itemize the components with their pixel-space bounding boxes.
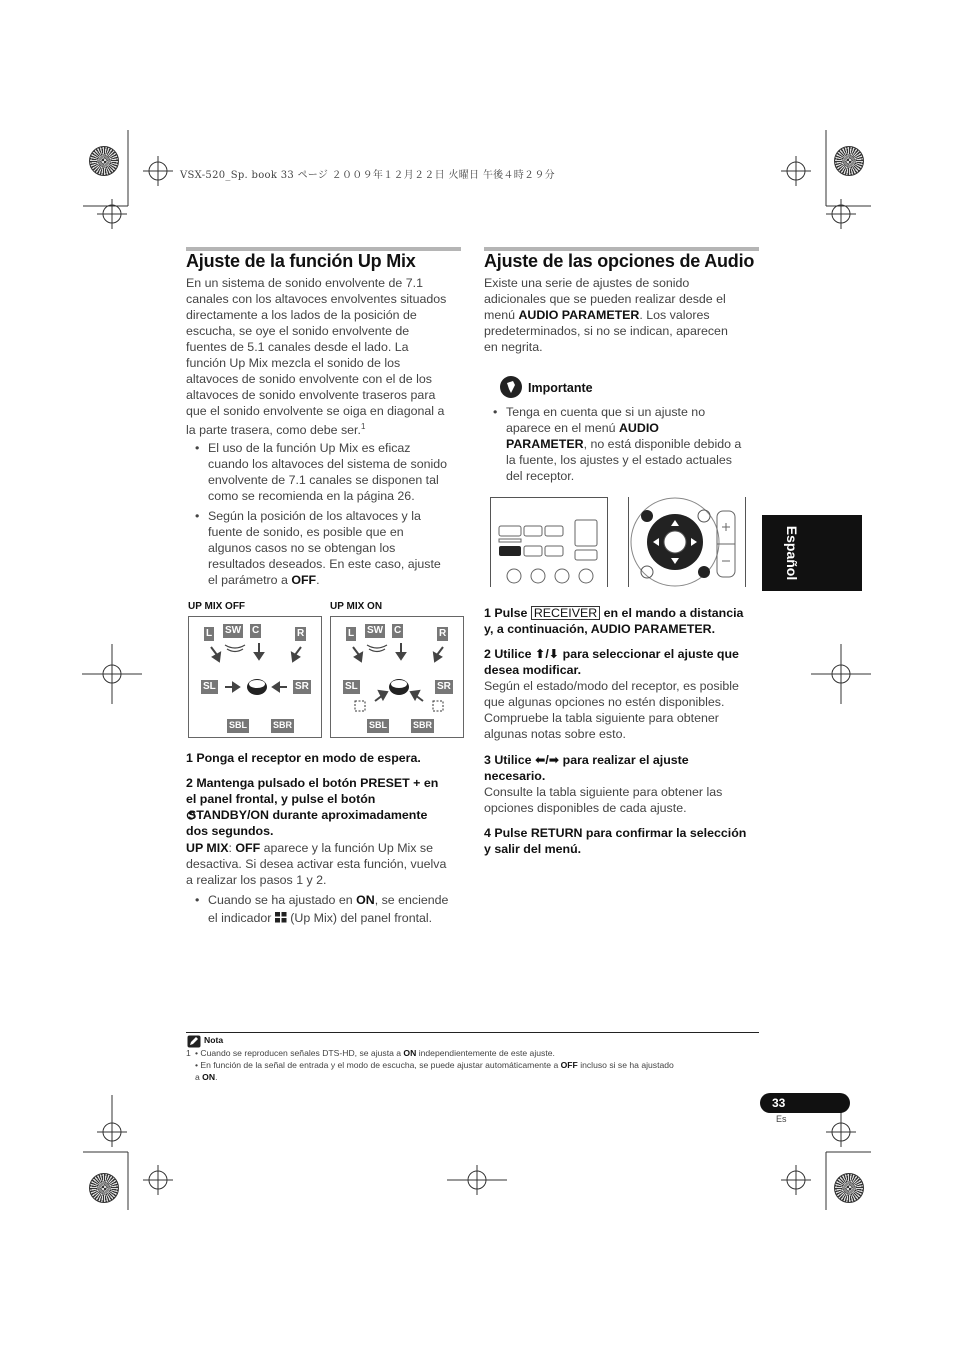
bullet-line: Según la posición de los altavoces y la xyxy=(208,509,421,523)
step-text: en el mando a distancia xyxy=(600,606,744,620)
bullet-line: , se enciende xyxy=(374,893,449,907)
intro-line: menú xyxy=(484,308,519,322)
step-line: 2 Mantenga pulsado el botón PRESET + en xyxy=(186,776,439,790)
speaker-sw: SW xyxy=(367,625,384,636)
speaker-sbl: SBL xyxy=(227,719,249,733)
intro-line: adicionales que se pueden realizar desde el xyxy=(484,292,726,306)
footnote-ref[interactable]: 1 xyxy=(360,422,366,431)
up-down-arrows-icon: ⬆/⬇ xyxy=(534,647,560,661)
upmix-off: OFF xyxy=(235,841,261,855)
bullet-line: la fuente, los ajustes y el estado actuales xyxy=(506,453,732,467)
speaker-sr: SR xyxy=(437,681,451,692)
note-line: independientemente de este ajuste. xyxy=(416,1048,555,1058)
step-text: para seleccionar el ajuste que xyxy=(559,647,739,661)
bullet-line: (Up Mix) del panel frontal. xyxy=(286,911,433,925)
step-line: dos segundos. xyxy=(186,824,274,838)
intro-line: En un sistema de sonido envolvente de 7.1 xyxy=(186,276,423,290)
bullet-line: cuando los altavoces del sistema de sonido xyxy=(208,457,448,471)
intro-line: escucha, se oye el sonido envolvente de xyxy=(186,324,410,338)
sound-arrows-icon xyxy=(331,617,465,739)
bullet-line: del receptor. xyxy=(506,469,575,483)
step-2-body xyxy=(484,678,764,742)
step-text: desea modificar. xyxy=(484,663,582,677)
bullet-item: • Según la posición de los altavoces y la fuente de sonido, es posible que en algunos casos no se obtengan los resultados deseados. En este caso, ajuste el parámetro a OFF. xyxy=(208,508,468,588)
remote-top-illustration xyxy=(490,497,608,587)
upmix-off-diagram xyxy=(188,616,322,738)
bullet-line: algunos casos no se obtengan los xyxy=(208,541,396,555)
intro-line: predeterminados, si no se indican, aparecen xyxy=(484,324,728,338)
intro-line: en negrita. xyxy=(484,340,543,354)
intro-line: que el sonido envolvente se oiga en diagonal a xyxy=(186,404,445,418)
body-line: Según el estado/modo del receptor, es posible xyxy=(484,679,739,693)
speaker-c: C xyxy=(394,625,402,636)
bullet-dot: • xyxy=(195,509,200,523)
speaker-sl: SL xyxy=(203,681,216,692)
intro-line: Existe una serie de ajustes de sonido xyxy=(484,276,690,290)
step-text: necesario. xyxy=(484,769,546,783)
left-step-1: 1 Ponga el receptor en modo de espera. xyxy=(186,751,421,765)
speaker-sw: SW xyxy=(225,625,242,636)
body-line: opciones disponibles de cada ajuste. xyxy=(484,801,687,815)
speaker-sbr: SBR xyxy=(271,719,294,733)
page-number: 33 xyxy=(760,1093,850,1113)
bullet-line: aparece en el menú xyxy=(506,421,619,435)
speaker-c: C xyxy=(252,625,260,636)
note-body xyxy=(195,1047,765,1083)
step-text: y, a continuación, AUDIO PARAMETER. xyxy=(484,622,716,636)
language-tab-label: Español xyxy=(784,525,800,581)
important-icon xyxy=(499,375,523,399)
intro-line: fuentes de 5.1 canales desde el lado. La xyxy=(186,340,409,354)
page-language: Es xyxy=(776,1114,787,1124)
step-3-body xyxy=(484,784,764,816)
bullet-item xyxy=(195,440,468,504)
receiver-key[interactable]: RECEIVER xyxy=(531,606,600,620)
menu-name: AUDIO xyxy=(618,421,659,435)
note-number: 1 xyxy=(186,1048,191,1058)
body-line: algunas notas sobre esto. xyxy=(484,727,626,741)
bullet-line: el indicador xyxy=(208,911,275,925)
note-bold: ON xyxy=(202,1072,216,1082)
speaker-sl: SL xyxy=(345,681,358,692)
step-text: 2 Utilice xyxy=(484,647,535,661)
upmix-text: desactiva. Si desea activar esta función, vuelva xyxy=(186,857,447,871)
upmix-label: UP MIX xyxy=(186,841,229,855)
important-title: Importante xyxy=(528,381,593,395)
upmix-indicator-icon xyxy=(275,912,287,923)
param-on: ON xyxy=(356,893,375,907)
bullet-line: resultados deseados. En este caso, ajuste xyxy=(208,557,441,571)
bullet-line: , no está disponible debido a xyxy=(583,437,742,451)
speaker-l: L xyxy=(348,628,355,639)
upmix-text: aparece y la función Up Mix se xyxy=(260,841,434,855)
speaker-sbr: SBR xyxy=(411,719,434,733)
body-line: Compruebe la tabla siguiente para obtener xyxy=(484,711,719,725)
menu-name: AUDIO PARAMETER xyxy=(518,308,640,322)
bullet-line: El uso de la función Up Mix es eficaz xyxy=(208,441,411,455)
note-bold: ON xyxy=(403,1048,417,1058)
power-icon xyxy=(186,810,196,820)
note-line: incluso si se ha ajustado xyxy=(577,1060,674,1070)
speaker-r: R xyxy=(439,628,447,639)
body-line: que algunas opciones no estén disponibles. xyxy=(484,695,725,709)
remote-buttons-icon xyxy=(491,498,609,588)
bullet-line: envolvente de 7.1 canales se disponen tal xyxy=(208,473,439,487)
right-step-2 xyxy=(484,646,764,678)
print-header: VSX-520_Sp. book 33 ページ ２００９年１２月２２日 火曜日 午後４時２９分 xyxy=(180,170,555,181)
step-text: para realizar el ajuste xyxy=(559,753,689,767)
upmix-status xyxy=(186,840,466,888)
intro-line: canales con los altavoces envolventes situados xyxy=(186,292,447,306)
param-off: OFF xyxy=(291,573,317,587)
step-text: 3 Utilice xyxy=(484,753,535,767)
bullet-line: el parámetro a xyxy=(208,573,292,587)
note-rule xyxy=(186,1032,759,1033)
bullet-line: como se recomienda en la página 26. xyxy=(208,489,415,503)
right-step-4 xyxy=(484,825,764,857)
note-line: a xyxy=(195,1072,203,1082)
bullet-item xyxy=(195,892,468,926)
menu-name: PARAMETER xyxy=(506,437,584,451)
fig-label-upmix-off: UP MIX OFF xyxy=(188,601,246,612)
separator: : xyxy=(228,841,236,855)
right-step-1 xyxy=(484,605,764,637)
step-text: y salir del menú. xyxy=(484,842,582,856)
bullet-dot: • xyxy=(195,893,200,907)
note-line: • En función de la señal de entrada y el modo de escucha, se puede ajustar automáticamente a xyxy=(195,1060,561,1070)
remote-dpad-icon xyxy=(629,497,747,587)
step-line: STANDBY/ON durante aproximadamente xyxy=(188,808,428,822)
intro-line: altavoces de sonido envolvente traseros para xyxy=(186,388,436,402)
bullet-line: Tenga en cuenta que si un ajuste no xyxy=(506,405,706,419)
step-text: 1 Pulse xyxy=(484,606,531,620)
upmix-on-diagram xyxy=(330,616,464,738)
right-intro xyxy=(484,275,764,355)
body-line: Consulte la tabla siguiente para obtener las xyxy=(484,785,723,799)
language-tab xyxy=(762,515,862,591)
left-right-arrows-icon: ⬅/➡ xyxy=(534,753,560,767)
right-section-title: Ajuste de las opciones de Audio xyxy=(484,251,755,271)
left-section-title: Ajuste de la función Up Mix xyxy=(186,251,416,271)
speaker-sbl: SBL xyxy=(367,719,389,733)
note-line: • Cuando se reproducen señales DTS-HD, se ajusta a xyxy=(195,1048,404,1058)
important-bullet xyxy=(493,404,766,484)
speaker-l: L xyxy=(206,628,213,639)
intro-line: directamente a los lados de la posición de xyxy=(186,308,417,322)
left-step-2 xyxy=(186,775,466,839)
note-title: Nota xyxy=(204,1035,224,1045)
speaker-sr: SR xyxy=(295,681,309,692)
bullet-dot: • xyxy=(195,441,200,455)
upmix-text: a realizar los pasos 1 y 2. xyxy=(186,873,327,887)
remote-nav-illustration xyxy=(628,497,746,587)
intro-line: la parte trasera, como debe ser. xyxy=(186,423,361,438)
step-text: 4 Pulse RETURN para confirmar la selección xyxy=(484,826,747,840)
intro-line: altavoces de sonido envolvente con el de los xyxy=(186,372,432,386)
intro-line: función Up Mix mezcla el sonido de los xyxy=(186,356,401,370)
right-step-3 xyxy=(484,752,764,784)
bullet-line: Cuando se ha ajustado en xyxy=(208,893,357,907)
speaker-r: R xyxy=(297,628,305,639)
fig-label-upmix-on: UP MIX ON xyxy=(330,601,383,612)
sound-arrows-icon xyxy=(189,617,323,739)
left-intro xyxy=(186,275,466,438)
bullet-line: fuente de sonido, es posible que en xyxy=(208,525,404,539)
note-bold: OFF xyxy=(560,1060,578,1070)
note-line: . xyxy=(215,1072,218,1082)
bullet-dot: • xyxy=(493,405,498,419)
intro-line: . Los valores xyxy=(639,308,710,322)
step-line: el panel frontal, y pulse el botón xyxy=(186,792,376,806)
